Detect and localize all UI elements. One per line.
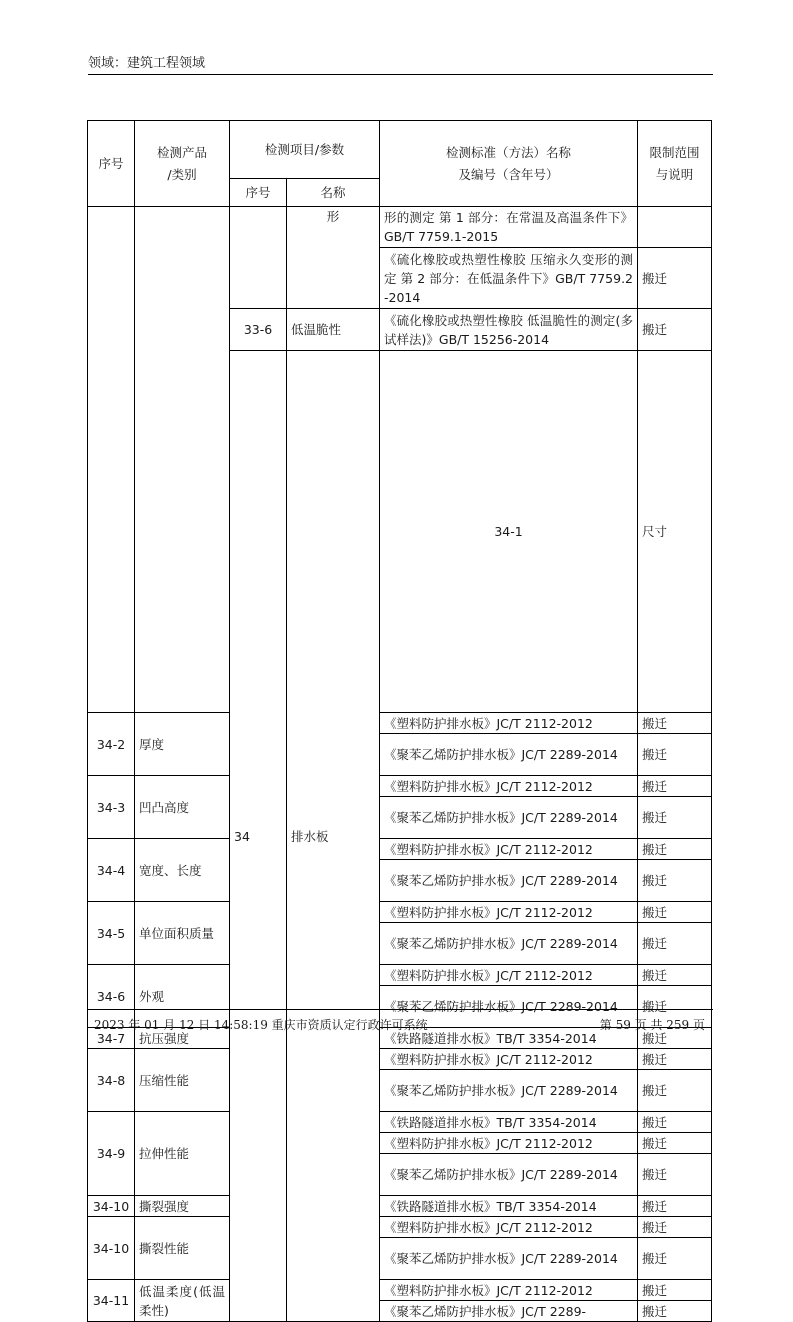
header-row <box>88 121 712 179</box>
note-cell: 搬迁 <box>638 965 712 986</box>
table-row <box>88 902 712 923</box>
footer-page-number: 第 59 页 共 259 页 <box>599 1018 705 1032</box>
note-cell: 搬迁 <box>638 713 712 734</box>
item-code-cell: 34-11 <box>88 1280 135 1322</box>
header-limit-line2: 与说明 <box>655 166 694 182</box>
standard-cell: 《塑料防护排水板》JC/T 2112-2012 <box>380 1217 638 1238</box>
standard-cell: 《塑料防护排水板》JC/T 2112-2012 <box>380 1133 638 1154</box>
standard-cell: 《塑料防护排水板》JC/T 2112-2012 <box>380 839 638 860</box>
item-name-cell: 宽度、长度 <box>135 839 230 902</box>
standard-cell: 《塑料防护排水板》JC/T 2112-2012 <box>380 1280 638 1301</box>
standard-cell: 《聚苯乙烯防护排水板》JC/T 2289- <box>380 1301 638 1322</box>
item-code-cell: 34-3 <box>88 776 135 839</box>
standard-cell: 《塑料防护排水板》JC/T 2112-2012 <box>380 713 638 734</box>
note-cell: 搬迁 <box>638 1049 712 1070</box>
item-code-cell: 34-1 <box>380 351 638 713</box>
table-row <box>88 1280 712 1301</box>
standard-cell: 《聚苯乙烯防护排水板》JC/T 2289-2014 <box>380 734 638 776</box>
standard-cell: 《塑料防护排水板》JC/T 2112-2012 <box>380 965 638 986</box>
cont-product-cell <box>135 207 230 713</box>
standard-cell: 《塑料防护排水板》JC/T 2112-2012 <box>380 902 638 923</box>
header-product-line2: /类别 <box>167 166 197 182</box>
table-row <box>88 1112 712 1133</box>
standard-cell: 《聚苯乙烯防护排水板》JC/T 2289-2014 <box>380 923 638 965</box>
cont-seq-cell <box>88 207 135 713</box>
note-cell: 搬迁 <box>638 1280 712 1301</box>
standard-cell: 《聚苯乙烯防护排水板》JC/T 2289-2014 <box>380 797 638 839</box>
standard-cell: 《聚苯乙烯防护排水板》JC/T 2289-2014 <box>380 1238 638 1280</box>
table-row <box>88 965 712 986</box>
note-cell: 搬迁 <box>638 923 712 965</box>
item-name-cell: 凹凸高度 <box>135 776 230 839</box>
note-cell: 搬迁 <box>638 839 712 860</box>
note-cell: 搬迁 <box>638 1112 712 1133</box>
note-cell: 搬迁 <box>638 986 712 1028</box>
footer-timestamp: 2023 年 01 月 12 日 14:58:19 重庆市资质认定行政许可系统 <box>94 1018 428 1032</box>
item-code-cell: 34-10 <box>88 1217 135 1280</box>
header-seq: 序号 <box>88 121 135 207</box>
table-row <box>88 1196 712 1217</box>
table-row <box>88 839 712 860</box>
page-header: 领域：建筑工程领域 <box>88 56 206 71</box>
standard-cell: 《聚苯乙烯防护排水板》JC/T 2289-2014 <box>380 1070 638 1112</box>
item-name-cell: 撕裂性能 <box>135 1217 230 1280</box>
item-name-cell: 压缩性能 <box>135 1049 230 1112</box>
item-name-cell: 低温柔度(低温柔性) <box>135 1280 230 1322</box>
table-row <box>88 1049 712 1070</box>
table-row <box>88 1217 712 1238</box>
note-cell: 搬迁 <box>638 734 712 776</box>
item-code-cell: 34-7 <box>88 1028 135 1049</box>
group-seq-cell: 34 <box>230 351 287 1322</box>
header-sub-seq: 序号 <box>230 179 287 207</box>
note-cell: 搬迁 <box>638 309 712 351</box>
item-code-cell: 34-6 <box>88 965 135 1028</box>
item-name-cell: 抗压强度 <box>135 1028 230 1049</box>
item-name-cell: 单位面积质量 <box>135 902 230 965</box>
item-name-cell: 外观 <box>135 965 230 1028</box>
standard-cell: 《铁路隧道排水板》TB/T 3354-2014 <box>380 1196 638 1217</box>
header-standard <box>380 121 638 207</box>
standard-cell: 《聚苯乙烯防护排水板》JC/T 2289-2014 <box>380 1154 638 1196</box>
header-sub-name: 名称 <box>287 179 380 207</box>
standard-cell: 《铁路隧道排水板》TB/T 3354-2014 <box>380 1028 638 1049</box>
note-cell: 搬迁 <box>638 797 712 839</box>
cont-code-cell <box>230 207 287 309</box>
note-cell: 搬迁 <box>638 1217 712 1238</box>
header-standard-line2: 及编号（含年号） <box>458 166 559 182</box>
item-code-cell: 34-4 <box>88 839 135 902</box>
note-cell: 搬迁 <box>638 1028 712 1049</box>
group-product-cell: 排水板 <box>287 351 380 1322</box>
note-cell: 搬迁 <box>638 1154 712 1196</box>
standard-cell: 《塑料防护排水板》JC/T 2112-2012 <box>380 776 638 797</box>
item-code-cell: 34-5 <box>88 902 135 965</box>
item-name-cell: 低温脆性 <box>287 309 380 351</box>
note-cell <box>638 207 712 248</box>
note-cell: 搬迁 <box>638 902 712 923</box>
item-name-cell: 拉伸性能 <box>135 1112 230 1196</box>
item-code-cell: 33-6 <box>230 309 287 351</box>
note-cell: 搬迁 <box>638 1070 712 1112</box>
standard-cell: 《硫化橡胶或热塑性橡胶 低温脆性的测定(多试样法)》GB/T 15256-2014 <box>380 309 638 351</box>
header-standard-line1: 检测标准（方法）名称 <box>445 144 571 160</box>
item-code-cell: 34-8 <box>88 1049 135 1112</box>
header-limit <box>638 121 712 207</box>
item-code-cell: 34-10 <box>88 1196 135 1217</box>
header-params: 检测项目/参数 <box>230 121 380 179</box>
note-cell: 搬迁 <box>638 1238 712 1280</box>
header-divider <box>88 74 713 75</box>
header-product-line1: 检测产品 <box>156 144 207 160</box>
item-code-cell: 34-9 <box>88 1112 135 1196</box>
item-code-cell: 34-2 <box>88 713 135 776</box>
standard-cell: 《塑料防护排水板》JC/T 2112-2012 <box>380 1049 638 1070</box>
note-cell: 搬迁 <box>638 1301 712 1322</box>
cont-name-cell: 形 <box>287 207 380 309</box>
item-name-cell: 尺寸 <box>638 351 712 713</box>
note-cell: 搬迁 <box>638 1133 712 1154</box>
table-row <box>88 207 712 248</box>
standard-cell: 《聚苯乙烯防护排水板》JC/T 2289-2014 <box>380 860 638 902</box>
note-cell: 搬迁 <box>638 1196 712 1217</box>
accreditation-table <box>87 120 712 1322</box>
item-name-cell: 厚度 <box>135 713 230 776</box>
standard-cell: 《铁路隧道排水板》TB/T 3354-2014 <box>380 1112 638 1133</box>
table-row <box>88 713 712 734</box>
note-cell: 搬迁 <box>638 248 712 309</box>
item-name-cell: 撕裂强度 <box>135 1196 230 1217</box>
header-product <box>135 121 230 207</box>
note-cell: 搬迁 <box>638 776 712 797</box>
table-row <box>88 776 712 797</box>
standard-cell: 《硫化橡胶或热塑性橡胶 压缩永久变形的测定 第 2 部分：在低温条件下》GB/T 7759.2-2014 <box>380 248 638 309</box>
note-cell: 搬迁 <box>638 860 712 902</box>
standard-cell: 《聚苯乙烯防护排水板》JC/T 2289-2014 <box>380 986 638 1028</box>
standard-cell: 形的测定 第 1 部分：在常温及高温条件下》GB/T 7759.1-2015 <box>380 207 638 248</box>
footer-divider <box>88 1009 713 1010</box>
header-limit-line1: 限制范围 <box>649 144 700 160</box>
